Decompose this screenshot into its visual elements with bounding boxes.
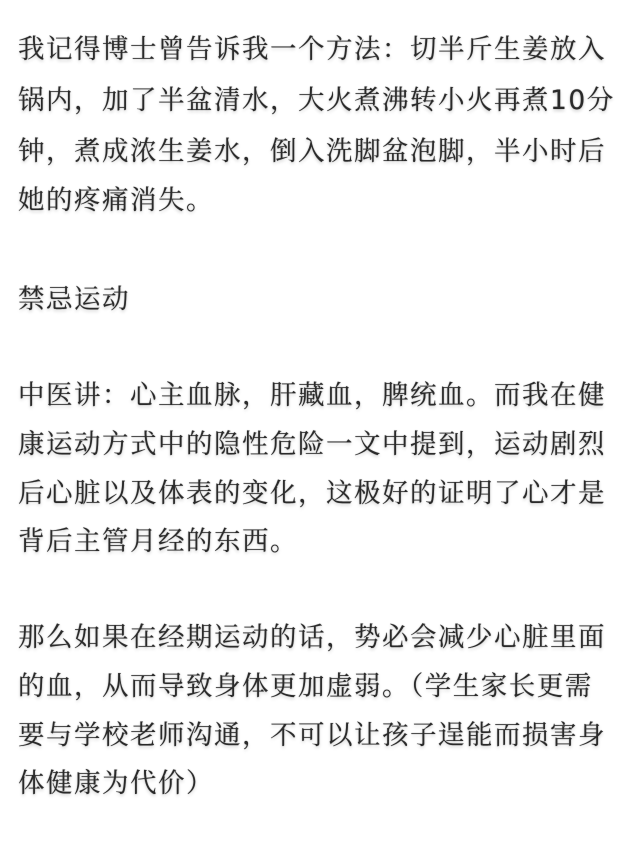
text-line: 后心脏以及体表的变化，这极好的证明了心才是 <box>18 478 606 509</box>
text-line: 背后主管月经的东西。 <box>18 526 298 557</box>
text-line: 的血，从而导致身体更加虚弱。（学生家长更需 <box>18 671 593 702</box>
text-line: 钟，煮成浓生姜水，倒入洗脚盆泡脚，半小时后 <box>18 136 606 167</box>
text-line: 那么如果在经期运动的话，势必会减少心脏里面 <box>18 622 606 653</box>
text-line: 中医讲：心主血脉，肝藏血，脾统血。而我在健 <box>18 380 606 411</box>
text-line: 体健康为代价） <box>18 768 214 799</box>
heading-text: 禁忌运动 <box>18 284 130 315</box>
text-line: 我记得博士曾告诉我一个方法：切半斤生姜放入 <box>18 34 606 65</box>
text-line: 她的疼痛消失。 <box>18 185 214 216</box>
text-line: 康运动方式中的隐性危险一文中提到，运动剧烈 <box>18 429 606 460</box>
text-line: 锅内，加了半盆清水，大火煮沸转小火再煮10分 <box>18 85 615 116</box>
text-line: 要与学校老师沟通，不可以让孩子逞能而损害身 <box>18 720 606 751</box>
